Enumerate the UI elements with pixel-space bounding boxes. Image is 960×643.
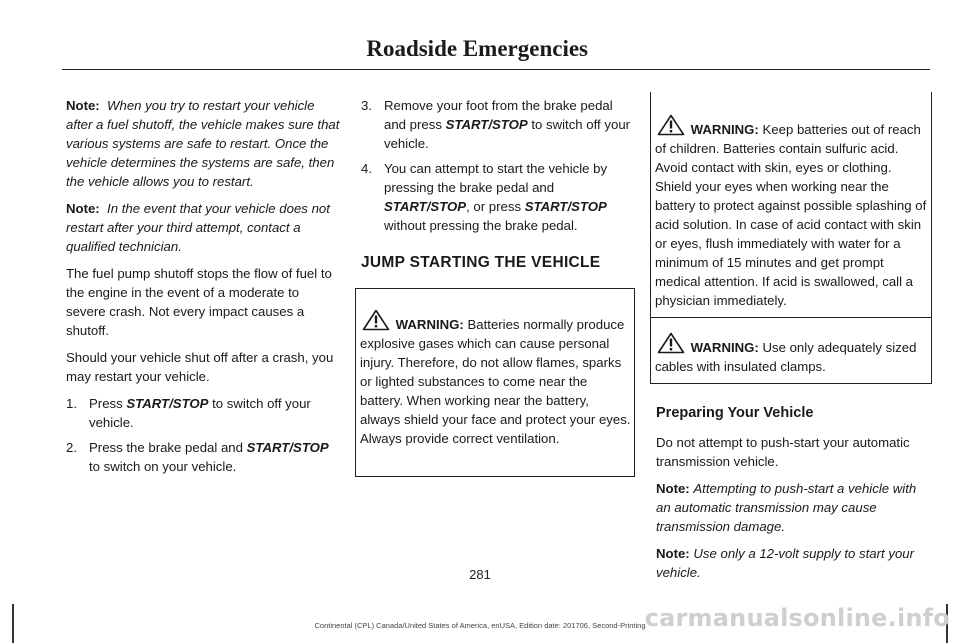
watermark: carmanualsonline.info: [644, 604, 950, 632]
paragraph-restart: Should your vehicle shut off after a crash, you may restart your vehicle.: [66, 350, 334, 384]
column-1: [66, 96, 342, 484]
warning-box-sulfuric-acid: WARNING: Keep batteries out of reach of children. Batteries contain sulfuric acid. Avoid contact with skin, eyes or clothing. Shield your eyes when working near the battery to protect against possible splashing of acid solution. In case of acid contact with skin or eyes, flush immediately with water for a minimum of 15 minutes and get prompt medical attention. If acid is swallowed, call a physician immediately.: [650, 92, 932, 318]
restart-steps-list-continued: [361, 96, 631, 235]
paragraph-fuel-pump: The fuel pump shutoff stops the flow of fuel to the engine in the event of a moderate to severe crash. Not every impact causes a shutoff.: [66, 266, 332, 338]
warning-triangle-icon: [657, 332, 685, 354]
warning-triangle-icon: [362, 309, 390, 331]
paragraph-push-start: Do not attempt to push-start your automatic transmission vehicle.: [656, 435, 910, 469]
note-transmission-damage: Note: Attempting to push-start a vehicle with an automatic transmission may cause transmission damage.: [656, 481, 917, 534]
note-12-volt: Note: Use only a 12-volt supply to start your vehicle.: [656, 546, 915, 580]
warning-box-explosive-gases: WARNING: Batteries normally produce explosive gases which can cause personal injury. Therefore, do not allow flames, sparks or lighted substances to come near the battery. When working near the battery, always shield your face and protect your eyes. Always provide correct ventilation.: [355, 288, 635, 477]
list-item: 2. Press the brake pedal and START/STOP to switch on your vehicle.: [66, 440, 329, 474]
warning-box-cables: WARNING: Use only adequately sized cables with insulated clamps.: [650, 318, 932, 384]
subsection-title-preparing: Preparing Your Vehicle: [656, 405, 814, 421]
column-2: [361, 96, 631, 477]
list-item: 3. Remove your foot from the brake pedal and press START/STOP to switch off your vehicle.: [361, 98, 631, 151]
column-3: [656, 96, 928, 590]
edition-footer: Continental (CPL) Canada/United States of America, enUSA, Edition date: 201706, Second-Printing: [314, 621, 646, 630]
list-item: 1. Press START/STOP to switch off your vehicle.: [66, 396, 311, 430]
page-number: 281: [469, 567, 491, 582]
note-fuel-shutoff: Note: When you try to restart your vehicle after a fuel shutoff, the vehicle makes sure that various systems are safe to restart. Once the vehicle determines the systems are safe, then the vehicle allows you to restart.: [66, 98, 340, 189]
warning-triangle-icon: [657, 114, 685, 136]
restart-steps-list: [66, 394, 342, 476]
page-title: Roadside Emergencies: [366, 36, 588, 61]
section-title-jump-starting: JUMP STARTING THE VEHICLE: [361, 254, 601, 271]
header-divider: [62, 69, 930, 70]
note-third-attempt: Note: In the event that your vehicle does not restart after your third attempt, contact a qualified technician.: [66, 201, 330, 254]
list-item: 4. You can attempt to start the vehicle by pressing the brake pedal and START/STOP, or press START/STOP without pressing the brake pedal.: [361, 161, 608, 233]
